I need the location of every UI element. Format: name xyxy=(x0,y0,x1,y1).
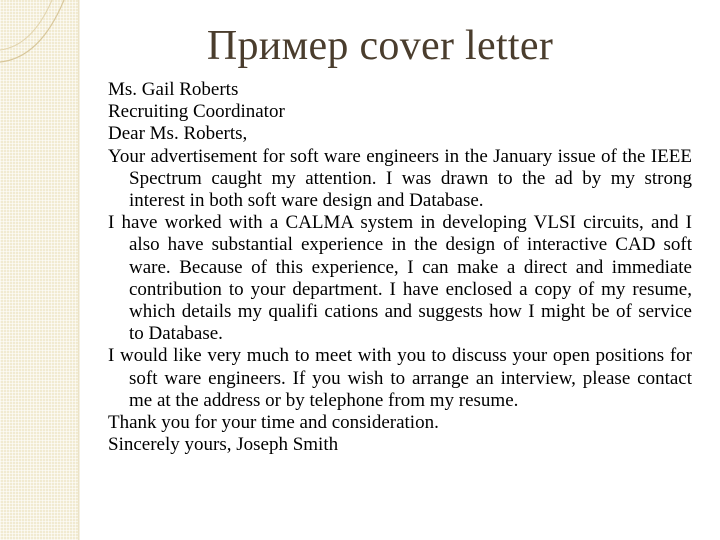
recipient-name: Ms. Gail Roberts xyxy=(108,79,239,100)
greeting: Dear Ms. Roberts, xyxy=(108,123,248,145)
signature: Sincerely yours, Joseph Smith xyxy=(108,434,339,456)
letter-body xyxy=(108,79,692,456)
closing-thanks: Thank you for your time and consideration. xyxy=(108,412,439,434)
paragraph-advertisement: Your advertisement for soft ware engineers in the January issue of the IEEE Spectrum caught my attention. I was drawn to the ad by my strong interest in both soft ware design and Database. xyxy=(108,145,692,212)
decorative-side-strip xyxy=(0,0,78,540)
paragraph-interview: I would like very much to meet with you to discuss your open positions for soft ware engineers. If you wish to arrange an interview, please contact me at the address or by telephone from my resume. xyxy=(108,345,692,411)
slide-title: Пример cover letter xyxy=(206,23,554,69)
corner-ornament-icon xyxy=(0,0,80,80)
recipient-title: Recruiting Coordinator xyxy=(108,101,285,123)
side-strip-edge xyxy=(78,0,80,540)
paragraph-experience: I have worked with a CALMA system in developing VLSI circuits, and I also have substantial experience in the design of interactive CAD soft ware. Because of this experience, I can make a direct and immediate contribution to your department. I have enclosed a copy of my resume, which details my qualifi cations and suggests how I might be of service to Database. xyxy=(108,212,692,345)
